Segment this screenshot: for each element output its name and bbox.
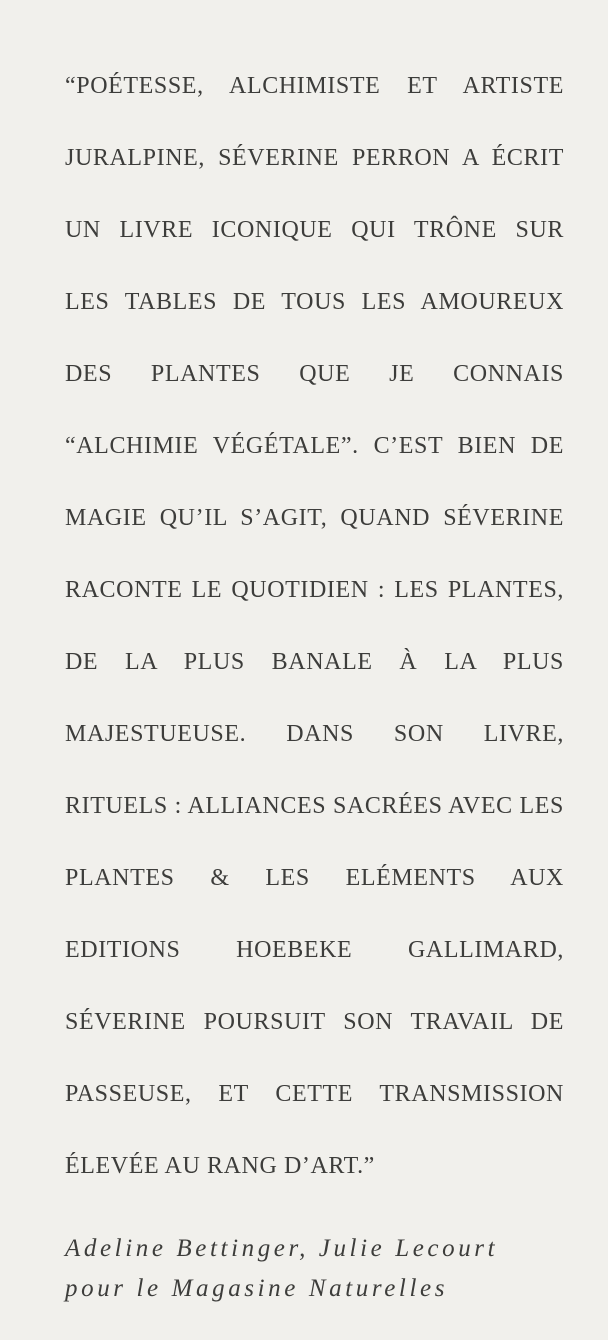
quote-line: SÉVERINE POURSUIT SON TRAVAIL DE (65, 1009, 564, 1035)
quote-line: “POÉTESSE, ALCHIMISTE ET ARTISTE (65, 73, 564, 99)
quote-line: DE LA PLUS BANALE À LA PLUS (65, 649, 564, 675)
quote-attribution (65, 1229, 575, 1309)
quote-line: PLANTES & LES ELÉMENTS AUX (65, 865, 564, 891)
quote-line: EDITIONS HOEBEKE GALLIMARD, (65, 937, 564, 963)
quote-line: RACONTE LE QUOTIDIEN : LES PLANTES, (65, 577, 564, 603)
quote-text (65, 50, 564, 1202)
quote-line: LES TABLES DE TOUS LES AMOUREUX (65, 289, 564, 315)
quote-line: “ALCHIMIE VÉGÉTALE”. C’EST BIEN DE (65, 433, 564, 459)
quote-line: RITUELS : ALLIANCES SACRÉES AVEC LES (65, 793, 564, 819)
attribution-authors: Adeline Bettinger, Julie Lecourt (65, 1235, 499, 1262)
quote-line: JURALPINE, SÉVERINE PERRON A ÉCRIT (65, 145, 564, 171)
quote-line: UN LIVRE ICONIQUE QUI TRÔNE SUR (65, 217, 564, 243)
attribution-source: pour le Magasine Naturelles (65, 1275, 449, 1302)
quote-line: MAJESTUEUSE. DANS SON LIVRE, (65, 721, 564, 747)
quote-line: DES PLANTES QUE JE CONNAIS (65, 361, 564, 387)
quote-line: PASSEUSE, ET CETTE TRANSMISSION (65, 1081, 564, 1107)
quote-line: MAGIE QU’IL S’AGIT, QUAND SÉVERINE (65, 505, 564, 531)
quote-line: ÉLEVÉE AU RANG D’ART.” (65, 1153, 375, 1179)
